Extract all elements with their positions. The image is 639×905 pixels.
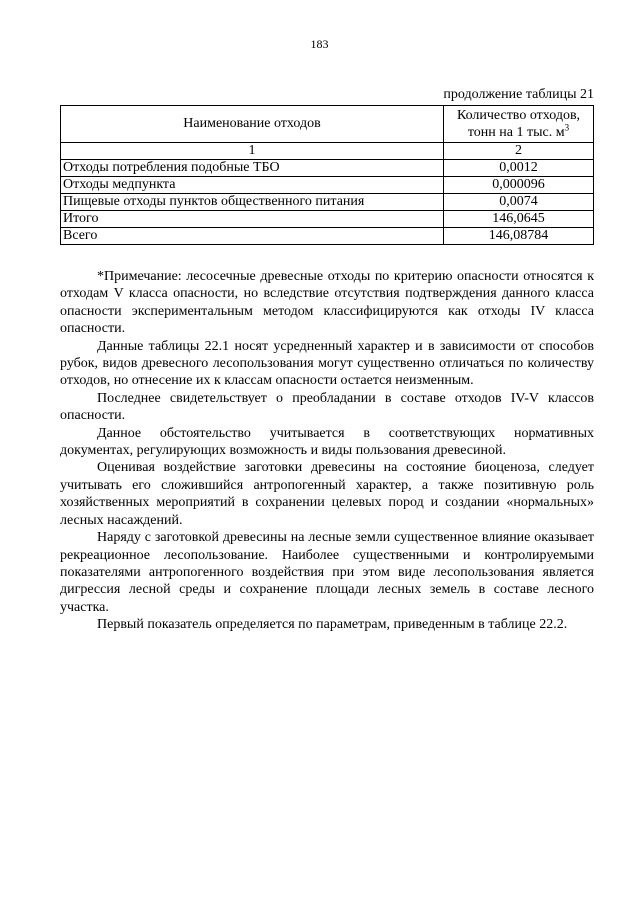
header-quantity-line2: тонн на 1 тыс. м xyxy=(467,125,565,140)
row-subtotal-value: 146,0645 xyxy=(444,211,594,228)
table-row xyxy=(61,194,594,211)
row-waste-name: Отходы медпункта xyxy=(61,177,444,194)
column-number-2: 2 xyxy=(444,143,594,160)
row-waste-value: 0,0012 xyxy=(444,160,594,177)
body-text xyxy=(60,268,594,634)
row-total-value: 146,08784 xyxy=(444,228,594,245)
page-number: 183 xyxy=(310,37,329,51)
body-paragraph: Данные таблицы 22.1 носят усредненный характер и в зависимости от способов рубок, видов древесного лесопользования могут существенно отличаться по количеству отходов, но отнесение их к классам опасности остается неизменным. xyxy=(60,338,594,389)
body-paragraph: Последнее свидетельствует о преобладании в составе отходов IV-V классов опасности. xyxy=(60,390,594,424)
row-total-name: Всего xyxy=(61,228,444,245)
header-waste-name: Наименование отходов xyxy=(61,106,444,143)
table-continuation-label: продолжение таблицы 21 xyxy=(443,87,594,102)
row-waste-name: Пищевые отходы пунктов общественного питания xyxy=(61,194,444,211)
table-row xyxy=(61,177,594,194)
header-waste-quantity xyxy=(444,106,594,143)
note-paragraph: *Примечание: лесосечные древесные отходы по критерию опасности относятся к отходам V класса опасности, но вследствие отсутствия подтверждения данного класса опасности экспериментальным методом классифицируются как отходы IV класса опасности. xyxy=(60,269,594,337)
body-paragraph: Наряду с заготовкой древесины на лесные земли существенное влияние оказывает рекреационное лесопользование. Наиболее существенными и контролируемыми показателями антропогенного воздействия при этом виде лесопользования является дигрессия лесной среды и сохранение площади лесных земель в составе лесного участка. xyxy=(60,530,594,615)
body-paragraph: Оценивая воздействие заготовки древесины на состояние биоценоза, следует учитывать его сложившийся антропогенный характер, а также позитивную роль хозяйственных мероприятий в сохранении целевых пород и создании «нормальных» лесных насаждений. xyxy=(60,460,594,528)
waste-table xyxy=(60,105,594,245)
row-subtotal-name: Итого xyxy=(61,211,444,228)
table-row-subtotal xyxy=(61,211,594,228)
row-waste-value: 0,0074 xyxy=(444,194,594,211)
table-header-row xyxy=(61,106,594,143)
table-row xyxy=(61,160,594,177)
row-waste-name: Отходы потребления подобные ТБО xyxy=(61,160,444,177)
header-quantity-line1: Количество отходов, xyxy=(456,108,581,123)
table-row-total xyxy=(61,228,594,245)
column-number-1: 1 xyxy=(61,143,444,160)
row-waste-value: 0,000096 xyxy=(444,177,594,194)
body-paragraph: Первый показатель определяется по параметрам, приведенным в таблице 22.2. xyxy=(97,617,568,633)
header-quantity-sup: 3 xyxy=(564,122,570,133)
body-paragraph: Данное обстоятельство учитывается в соответствующих нормативных документах, регулирующих возможность и виды пользования древесиной. xyxy=(60,425,594,459)
column-number-row xyxy=(61,143,594,160)
